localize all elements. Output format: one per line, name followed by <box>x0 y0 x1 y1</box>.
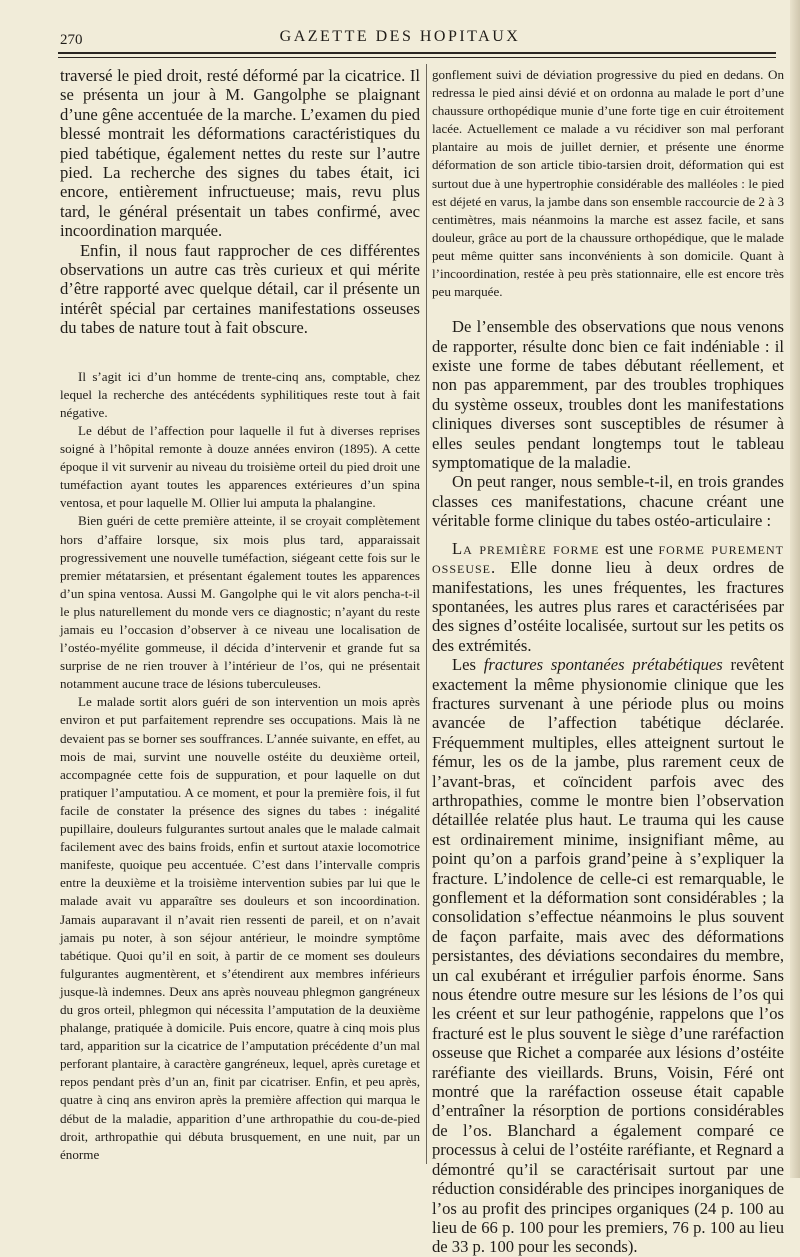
section-heading: forme purement osseuse. <box>432 538 784 578</box>
case-paragraph: Il s’agit ici d’un homme de trente-cinq ans, comptable, chez lequel la recherche des antécédents syphilitiques reste tout à fait négative. <box>60 368 420 420</box>
paragraph: De l’ensemble des observations que nous venons de rapporter, résulte donc bien ce fait indéniable : il existe une forme de tabes débutant réellement, et non pas apparemment, par des troubles trophiques du système osseux, troubles dont les manifestations cliniques diverses sont susceptibles de résumer à elles seules pendant longtemps tout le tableau symptomatique de la maladie. <box>432 317 784 473</box>
page-number: 270 <box>60 32 83 48</box>
case-paragraph: Le début de l’affection pour laquelle il fut à diverses reprises soigné à l’hôpital remonte à douze années environ (1895). A cette époque il vit survenir au niveau du troisième orteil du pied droit une tuméfaction ayant toutes les apparences extérieures d’un spina ventosa, et pour laquelle M. Ollier lui amputa la phalangine. <box>60 422 420 511</box>
paragraph: Enfin, il nous faut rapprocher de ces différentes observations un autre cas très curieux et qui mérite d’être rapporté avec quelque détail, car il présente un intérêt spécial par certaines manifestations osseuses du tabes de nature tout à fait obscure. <box>60 240 420 338</box>
italic-term: fractures spontanées prétabétiques <box>483 655 723 675</box>
left-column <box>60 66 420 1164</box>
text-run: Les <box>452 655 484 675</box>
header-rule-thin <box>58 57 776 58</box>
case-paragraph: Le malade sortit alors guéri de son intervention un mois après environ et put parfaitement reprendre ses occupations. Mais là ne devaient pas se borner ses souffrances. L’année suivante, en effet, au mois de mai, survint une nouvelle ostéite du deuxième orteil, accompagnée cette fois de suppuration, et pour laquelle on dut pratiquer l’amputatiou. A ce moment, et pour la première fois, il fut facile de constater la présence des signes du tabes : inégalité pupillaire, douleurs fulgurantes surtout anales que le malade calmait facilement avec des bains froids, enfin et surtout ataxie locomotrice manifeste, quoique peu accentuée. C’est dans l’intervalle compris entre la deuxième et la troisième intervention subies par lui que le malade avait vu apparaître ses douleurs et son incoordination. Jamais auparavant il n’avait rien ressenti de pareil, et on n’avait jamais pu noter, à son séjour antérieur, le moindre symptôme tabétique. Quoi qu’il en soit, à partir de ce moment ses douleurs fulgurantes augmentèrent, et s’étendirent aux membres inférieurs jusque-là indemnes. Deux ans après nouveau phlegmon gangréneux du gros orteil, phlegmon qui nécessita l’amputation de la deuxième phalange, pratiquée à domicile. Puis encore, quatre à cinq mois plus tard, apparition sur la cicatrice de l’amputation précédente d’un mal perforant plantaire, à caractère gangréneux, lequel, après curetage et repos pendant près d’un an, finit par cicatriser. Enfin, et peu après, quatre à cinq ans environ après la première affection qui marqua le début de la maladie, apparition d’une arthropathie du cou-de-pied droit, arthropathie qui débuta brusquement, en une nuit, par un énorme <box>60 694 420 1162</box>
paragraph: On peut ranger, nous semble-t-il, en trois grandes classes ces manifestations, chacune créant une véritable forme clinique du tabes ostéo-articulaire : <box>432 472 784 531</box>
page-edge <box>790 0 800 1178</box>
text-run: est une <box>599 538 659 558</box>
text-run: revêtent exactement la même physionomie clinique que les fractures survenant à une période plus ou moins avancée de l’affection tabétique déclarée. Fréquemment multiples, elles atteignent surtout le fémur, les os de la jambe, plus rarement ceux de l’avant-bras, et coïncident parfois avec des arthropathies, comme le montre bien l’observation détaillée relatée plus haut. Le trauma qui les cause est ordinairement minime, insignifiant même, au point qu’on a parfois grand’peine à s’expliquer la fracture. L’indolence de celle-ci est remarquable, le gonflement et la déformation sont considérables ; la consolidation s’effectue néanmoins le plus souvent de façon parfaite, mais avec des déformations persistantes, des déviations secondaires du membre, un cal exubérant et irrégulier parfois énorme. Sans nous étendre outre mesure sur les lésions de l’os qui les créent et sur leur pathogénie, rappelons que l’os fracturé est le plus souvent le siège d’une raréfaction osseuse que Richet a comparée aux lésions d’ostéite raréfiante des vieillards. Bruns, Voisin, Féré ont montré que la raréfaction osseuse était capable d’entraîner la résorption de portions considérables de l’os. Blanchard a également comparé ce processus à celui de l’ostéite raréfiante, et Regnard a démontré qu’il se caractérisait surtout par une réduction considérable des principes inorganiques de l’os au profit des principes organiques (24 p. 100 au lieu de 66 p. 100 pour les premiers, 76 p. 100 au lieu de 33 p. 100 pour les seconds). <box>432 655 784 1257</box>
paragraph-fractures <box>432 655 784 1257</box>
case-paragraph: gonflement suivi de déviation progressive du pied en dedans. On redressa le pied ainsi dévié et on ordonna au malade le port d’une chaussure orthopédique munie d’une forte tige en cuir étroitement lacée. Actuellement ce malade a vu récidiver son mal perforant plantaire au mois de juillet dernier, et présente une énorme déformation de son article tibio-tarsien droit, déformation qui est surtout due à une hypertrophie considérable des malléoles : le pied est déjeté en varus, la jambe dans son ensemble raccourcie de 2 à 3 centimètres, mais néanmoins la marche est assez facile, et sans douleur, grâce au port de la chaussure orthopédique, que le malade peut même quitter sans inconvénients à son domicile. Quant à l’incoordination, restée à peu près stationnaire, elle est encore très peu marquée. <box>432 67 784 300</box>
right-column <box>432 66 784 1257</box>
paragraph-first-form <box>432 539 784 655</box>
paragraph: traversé le pied droit, resté déformé par la cicatrice. Il se présenta un jour à M. Gangolphe se plaignant d’une gêne accentuée de la marche. L’examen du pied blessé montrait les déformations caractéristiques du pied tabétique, également nettes du reste sur l’autre pied. La recherche des signes du tabes était, ici encore, entièrement infructueuse; mais, revu plus tard, le général présentait un tabes confirmé, avec incoordination marquée. <box>60 66 420 241</box>
header-rule <box>58 52 776 54</box>
text-run: Elle donne lieu à deux ordres de manifestations, les unes fréquentes, les fractures spontanées, les autres plus rares et caractérisées par des signes d’ostéite localisée, surtout sur les petits os des extrémités. <box>432 558 784 655</box>
journal-title: GAZETTE DES HOPITAUX <box>279 28 521 45</box>
case-paragraph: Bien guéri de cette première atteinte, il se croyait complètement hors d’affaire lorsque, six mois plus tard, apparaissait progressivement une nouvelle tuméfaction, siégeant cette fois sur le premier métatarsien, et présentant également toutes les apparences d’un spina ventosa. Aussi M. Gangolphe qui le vit alors pencha-t-il le plus naturellement du monde vers ce diagnostic; n’ayant du reste jamais eu l’occasion d’observer à ce niveau une localisation de l’ostéo-myélite gommeuse, il décida d’intervenir et grande fut sa surprise de ne rien trouver à l’intérieur de l’os, qui ne présentait notamment aucune trace de lésions tuberculeuses. <box>60 513 420 692</box>
section-heading: La première forme <box>452 538 600 558</box>
column-divider <box>426 64 427 1164</box>
